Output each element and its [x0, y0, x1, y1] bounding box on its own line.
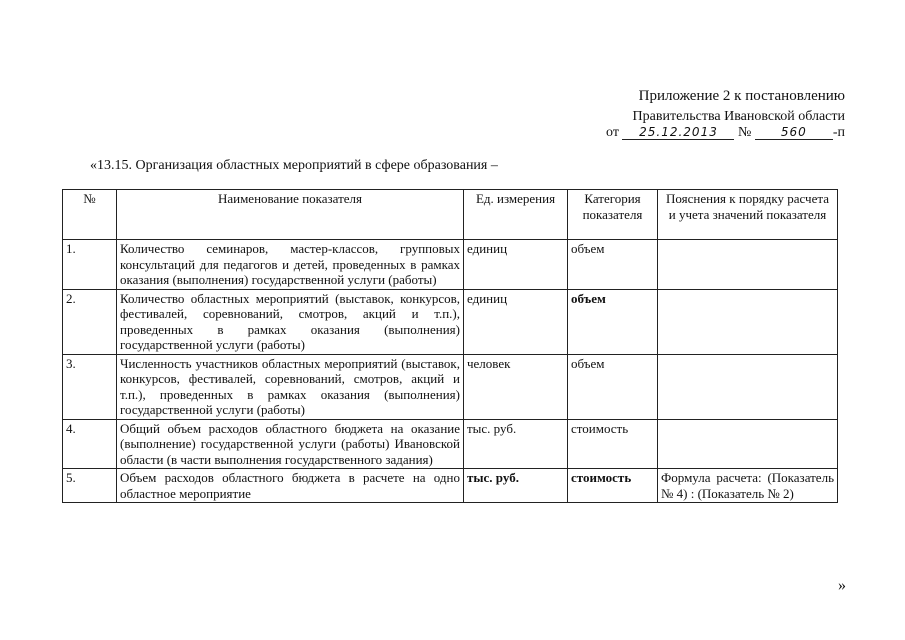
row-notes [658, 354, 838, 419]
row-notes: Формула расчета: (Показатель № 4) : (Показатель № 2) [658, 469, 838, 503]
row-category: стоимость [568, 469, 658, 503]
number-suffix: -п [832, 125, 845, 140]
header-unit: Ед. измерения [464, 190, 568, 240]
row-notes [658, 240, 838, 290]
row-unit: тыс. руб. [464, 469, 568, 503]
table-row [63, 289, 838, 354]
table-header-row [63, 190, 838, 240]
table-row [63, 240, 838, 290]
appendix-title: Приложение 2 к постановлению [638, 88, 845, 104]
row-name: Общий объем расходов областного бюджета на оказание (выполнение) государственной услуги (работы) Ивановской области (в части выполнения государственного задания) [117, 419, 464, 469]
row-unit: человек [464, 354, 568, 419]
date-prefix: от [606, 125, 619, 140]
row-num: 3. [63, 354, 117, 419]
row-notes [658, 289, 838, 354]
row-category: объем [568, 240, 658, 290]
row-unit: тыс. руб. [464, 419, 568, 469]
row-num: 5. [63, 469, 117, 503]
handwritten-date: 25.12.2013 [622, 125, 734, 140]
row-unit: единиц [464, 289, 568, 354]
indicators-table [62, 189, 838, 503]
appendix-date-line [606, 125, 845, 141]
header-category: Категория показателя [568, 190, 658, 240]
header-num: № [63, 190, 117, 240]
section-title: «13.15. Организация областных мероприятий в сфере образования – [90, 158, 498, 173]
row-notes [658, 419, 838, 469]
row-category: стоимость [568, 419, 658, 469]
row-name: Количество областных мероприятий (выставок, конкурсов, фестивалей, соревнований, смотров, акций и т.п.), проведенных в рамках оказания (выполнения) государственной услуги (работы) [117, 289, 464, 354]
table-row [63, 354, 838, 419]
row-name: Количество семинаров, мастер-классов, групповых консультаций для педагогов и детей, проведенных в рамках оказания (выполнения) государственной услуги (работы) [117, 240, 464, 290]
row-num: 2. [63, 289, 117, 354]
closing-quote: » [838, 577, 846, 594]
row-num: 1. [63, 240, 117, 290]
table-row [63, 419, 838, 469]
row-name: Численность участников областных мероприятий (выставок, конкурсов, фестивалей, соревнований, смотров, акций и т.п.), проведенных в рамках оказания (выполнения) государственной услуги (работы) [117, 354, 464, 419]
header-name: Наименование показателя [117, 190, 464, 240]
row-category: объем [568, 354, 658, 419]
header-notes: Пояснения к порядку расчета и учета значений показателя [658, 190, 838, 240]
appendix-government: Правительства Ивановской области [632, 109, 845, 124]
row-unit: единиц [464, 240, 568, 290]
number-label: № [737, 125, 752, 140]
row-name: Объем расходов областного бюджета в расчете на одно областное мероприятие [117, 469, 464, 503]
row-num: 4. [63, 419, 117, 469]
handwritten-number: 560 [755, 125, 833, 140]
row-category: объем [568, 289, 658, 354]
table-row [63, 469, 838, 503]
